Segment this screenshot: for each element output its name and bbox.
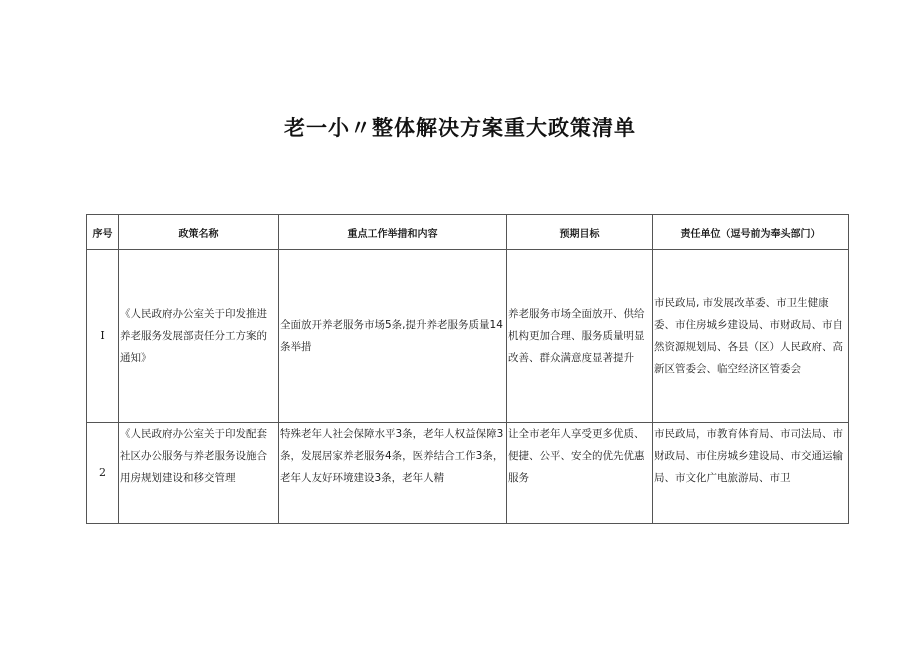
header-goal: 预期目标 <box>507 215 653 250</box>
header-responsible-unit: 责任单位（逗号前为奉头部门） <box>653 215 849 250</box>
header-policy-name: 政策名称 <box>119 215 279 250</box>
header-content: 重点工作举措和内容 <box>279 215 507 250</box>
row-content: 特殊老年人社会保障水平3条，老年人权益保障3条，发展居家养老服务4条，医养结合工作3条，老年人友好环境建设3条，老年人精 <box>279 423 507 524</box>
table-row <box>87 250 849 423</box>
policy-table <box>86 214 849 524</box>
document-title: 老一小〃整体解决方案重大政策清单 <box>284 115 636 140</box>
row-goal: 让全市老年人享受更多优质、便捷、公平、安全的优先优惠服务 <box>507 423 653 524</box>
row-responsible-unit: 市民政局，市教育体育局、市司法局、市财政局、市住房城乡建设局、市交通运输局、市文化广电旅游局、市卫 <box>653 423 849 524</box>
row-goal: 养老服务市场全面放开、供给机构更加合理、服务质量明显改善、群众满意度显著提升 <box>507 250 653 423</box>
row-policy-name: 《人民政府办公室关于印发配套社区办公服务与养老服务设施合用房规划建设和移交管理 <box>119 423 279 524</box>
row-policy-name: 《人民政府办公室关于印发推进养老服务发展部责任分工方案的通知》 <box>119 250 279 423</box>
row-content: 全面放开养老服务市场5条,提升养老服务质量14条举措 <box>279 250 507 423</box>
table-row <box>87 423 849 524</box>
row-num: 2 <box>87 423 119 524</box>
row-responsible-unit: 市民政局, 市发展改革委、市卫生健康委、市住房城乡建设局、市财政局、市自然资源规划局、各县（区）人民政府、高新区管委会、临空经济区管委会 <box>653 250 849 423</box>
table-header-row <box>87 215 849 250</box>
row-num: I <box>87 250 119 423</box>
header-num: 序号 <box>87 215 119 250</box>
